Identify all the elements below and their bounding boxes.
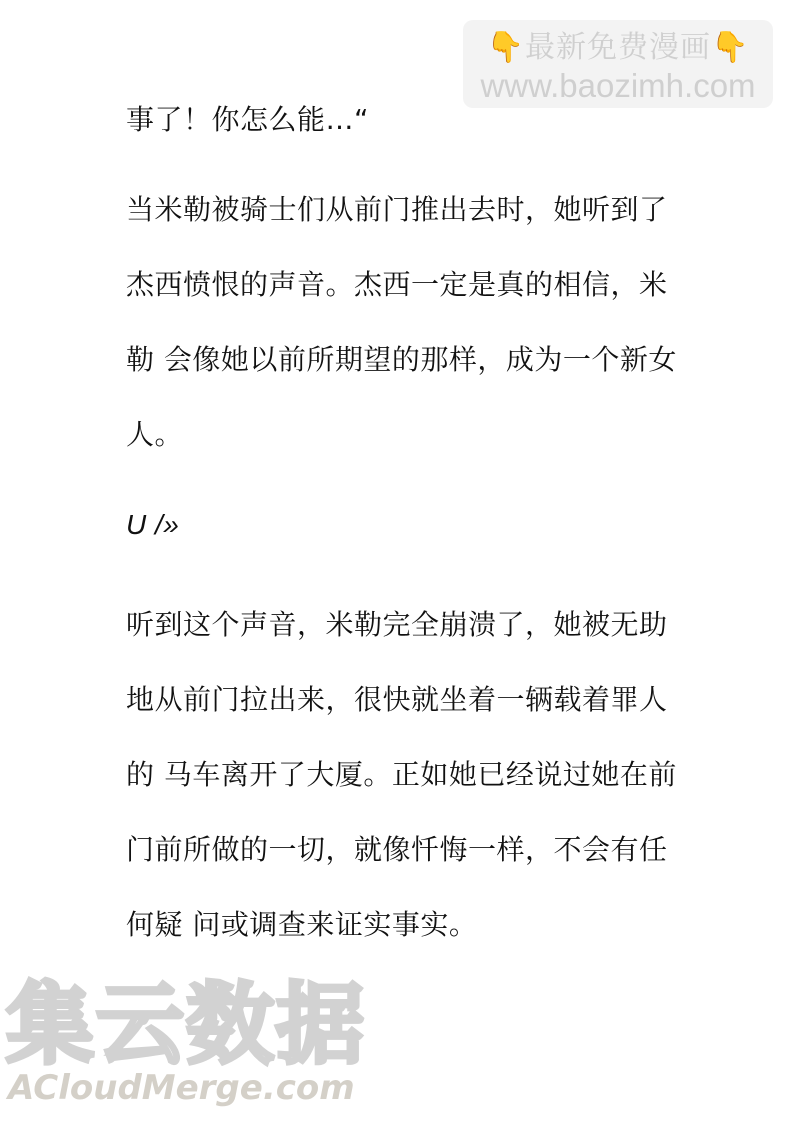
watermark-site: ACloudMerge.com (8, 1068, 355, 1108)
text-line: 地从前门拉出来，很快就坐着一辆载着罪人 (126, 683, 668, 716)
watermark-title: 集云数据 (6, 973, 367, 1076)
badge-url: www.baozimh.com (480, 67, 756, 104)
badge-title: 最新免费漫画 (525, 30, 711, 65)
text-line: 听到这个声音，米勒完全崩溃了，她被无助 (126, 608, 668, 641)
text-line: 事了！你怎么能…“ (126, 103, 370, 136)
text-line: 何疑 问或调查来证实事实。 (126, 908, 478, 941)
text-line: U /» (126, 509, 180, 540)
text-line: 当米勒被骑士们从前门推出去时，她听到了 (126, 193, 668, 226)
text-line: 的 马车离开了大厦。正如她已经说过她在前 (126, 758, 677, 791)
text-line: 门前所做的一切，就像忏悔一样，不会有任 (126, 833, 668, 866)
text-line: 人。 (126, 418, 184, 451)
pointing-down-hand-icon: 👇 (486, 30, 525, 65)
text-line: 勒 会像她以前所期望的那样，成为一个新女 (126, 343, 677, 376)
promo-watermark-badge (463, 20, 773, 108)
text-line: 杰西愤恨的声音。杰西一定是真的相信，米 (126, 268, 668, 301)
pointing-down-hand-icon: 👇 (711, 30, 750, 65)
